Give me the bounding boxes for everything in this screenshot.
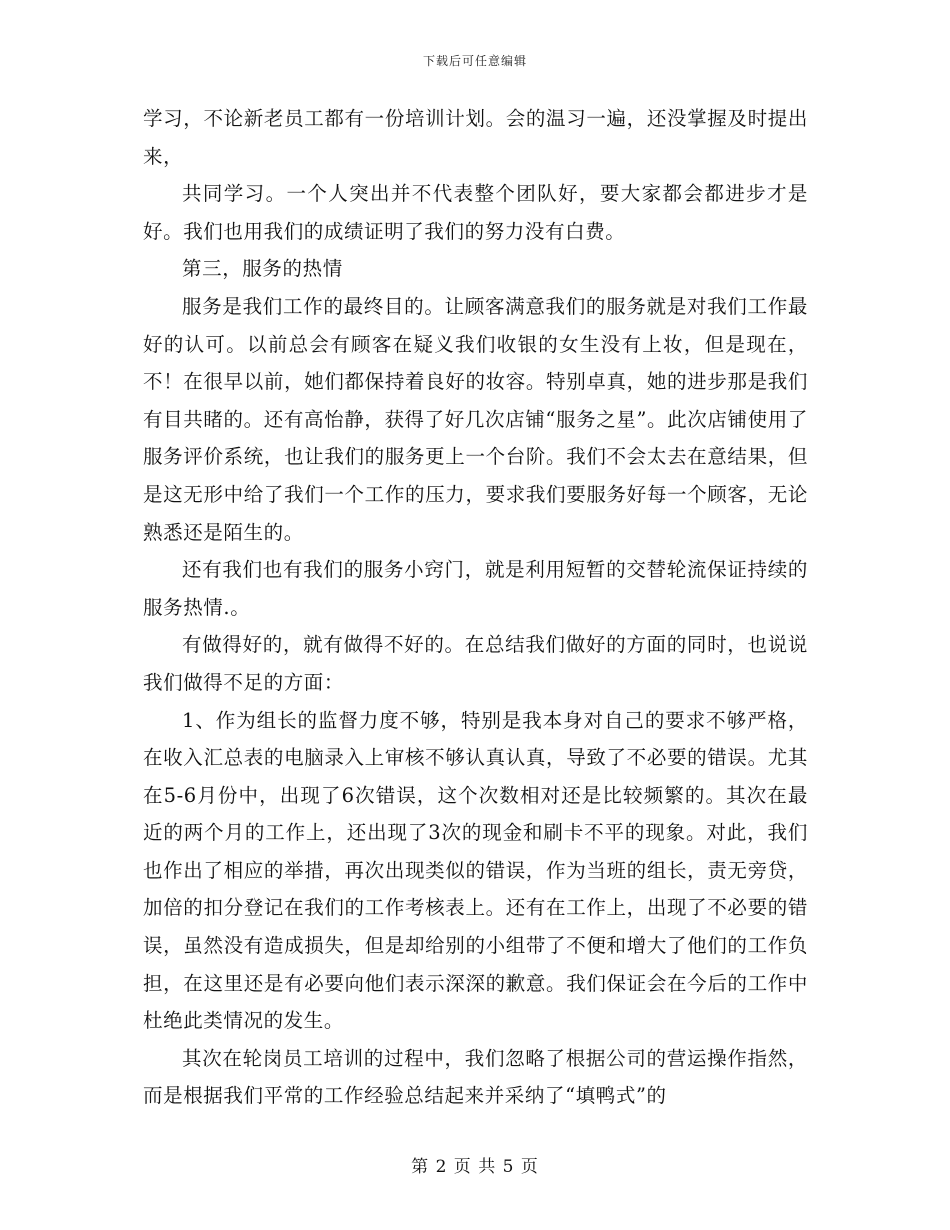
paragraph-2: 共同学习。一个人突出并不代表整个团队好，要大家都会都进步才是好。我们也用我们的成绩证明了我们的努力没有白费。	[143, 182, 808, 243]
paragraph-1: 学习，不论新老员工都有一份培训计划。会的温习一遍，还没掌握及时提出来，	[143, 107, 808, 168]
paragraph-8: 其次在轮岗员工培训的过程中，我们忽略了根据公司的营运操作指然，而是根据我们平常的工作经验总结起来并采纳了“填鸭式”的	[143, 1046, 808, 1108]
paragraph-4: 服务是我们工作的最终目的。让顾客满意我们的服务就是对我们工作最好的认可。以前总会有顾客在疑义我们收银的女生没有上妆，但是现在，不！在很早以前，她们都保持着良好的妆容。特别卓真，她的进步那是我们有目共睹的。还有高怡静，获得了好几次店铺“服务之星”。此次店铺使用了服务评价系统，也让我们的服务更上一个台阶。我们不会太去在意结果，但是这无形中给了我们一个工作的压力，要求我们要服务好每一个顾客，无论熟悉还是陌生的。	[143, 294, 808, 544]
document-body	[143, 100, 808, 1115]
paragraph-5: 还有我们也有我们的服务小窍门，就是利用短暂的交替轮流保证持续的服务热情.。	[143, 558, 808, 619]
page-header: 下载后可任意编辑	[422, 54, 527, 68]
section-heading: 第三，服务的热情	[182, 257, 343, 281]
paragraph-6: 有做得好的，就有做得不好的。在总结我们做好的方面的同时，也说说我们做得不足的方面：	[143, 633, 808, 694]
paragraph-7: 1、作为组长的监督力度不够，特别是我本身对自己的要求不够严格，在收入汇总表的电脑录入上审核不够认真认真，导致了不必要的错误。尤其在5-6月份中，出现了6次错误，这个次数相对还是比较频繁的。其次在最近的两个月的工作上，还出现了3次的现金和刷卡不平的现象。对此，我们也作出了相应的举措，再次出现类似的错误，作为当班的组长，责无旁贷，加倍的扣分登记在我们的工作考核表上。还有在工作上，出现了不必要的错误，虽然没有造成损失，但是却给别的小组带了不便和增大了他们的工作负担，在这里还是有必要向他们表示深深的歉意。我们保证会在今后的工作中杜绝此类情况的发生。	[143, 708, 808, 1033]
page-footer: 第 2 页 共 5 页	[411, 1157, 539, 1177]
